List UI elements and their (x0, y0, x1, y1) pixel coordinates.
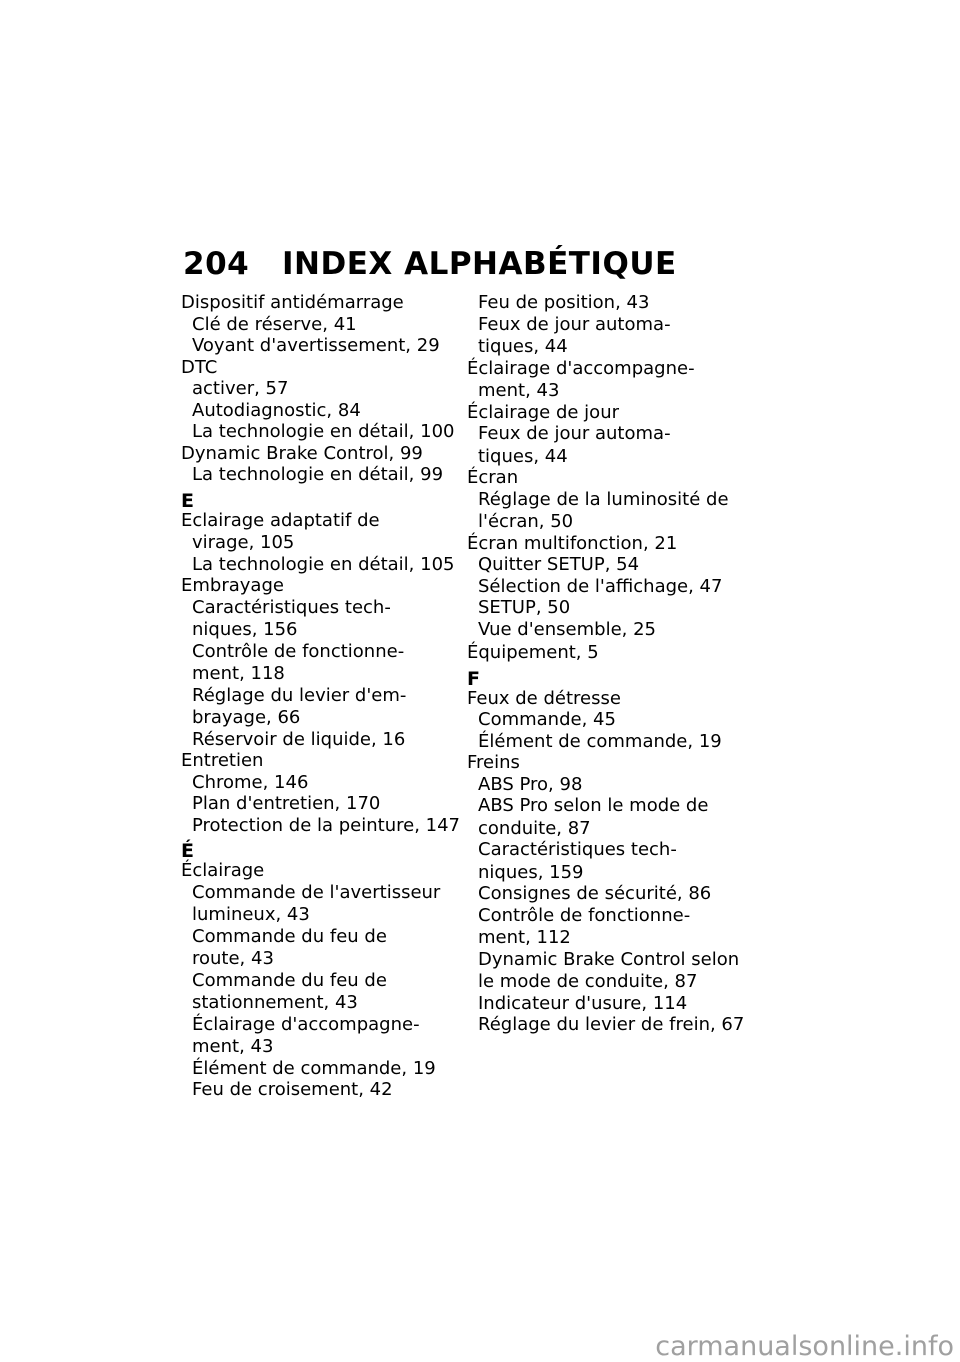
index-subentry: Contrôle de fonctionne- (192, 640, 405, 662)
index-entry: Écran (467, 467, 519, 488)
index-entry-continuation: conduite, 87 (478, 817, 591, 839)
index-subentry: Indicateur d'usure, 114 (478, 992, 688, 1014)
index-entry-continuation: tiques, 44 (478, 336, 568, 357)
index-entry-continuation: niques, 156 (192, 619, 298, 640)
index-subentry: Réservoir de liquide, 16 (192, 728, 406, 750)
index-subentry: Chrome, 146 (192, 771, 309, 793)
page-header (183, 244, 677, 284)
index-entry-continuation: stationnement, 43 (192, 992, 358, 1013)
index-subentry: Autodiagnostic, 84 (192, 399, 361, 421)
index-entry-continuation: ment, 118 (192, 663, 285, 684)
index-subentry: Commande de l'avertisseur (192, 881, 441, 903)
index-subentry: La technologie en détail, 100 (192, 421, 455, 442)
index-subentry: Dynamic Brake Control selon (478, 948, 740, 970)
index-entry: Eclairage adaptatif de (181, 509, 380, 531)
index-entry-continuation: route, 43 (192, 948, 274, 969)
index-entry-continuation: ment, 43 (192, 1036, 274, 1057)
section-letter: E (181, 489, 194, 512)
index-subentry: Feux de jour automa- (478, 423, 671, 444)
index-column-left (181, 292, 471, 1101)
index-entry-continuation: ment, 112 (478, 927, 571, 948)
index-entry: Éclairage d'accompagne- (467, 357, 695, 379)
index-subentry: Élément de commande, 19 (478, 730, 722, 752)
index-subentry: Vue d'ensemble, 25 (478, 618, 656, 640)
index-subentry: Protection de la peinture, 147 (192, 814, 461, 836)
index-entry: Éclairage (181, 860, 265, 881)
index-entry-continuation: lumineux, 43 (192, 904, 310, 925)
page-number: 204 (183, 246, 250, 282)
index-entry-continuation: l'écran, 50 (478, 511, 574, 532)
index-subentry: Consignes de sécurité, 86 (478, 883, 712, 904)
index-subentry: Élément de commande, 19 (192, 1057, 436, 1079)
index-entry-continuation: virage, 105 (192, 532, 295, 553)
index-entry: Équipement, 5 (467, 642, 599, 663)
index-column-right (467, 292, 757, 1036)
index-subentry: Feu de croisement, 42 (192, 1079, 393, 1100)
index-subentry: ABS Pro selon le mode de (478, 795, 709, 816)
section-letter: É (181, 840, 194, 862)
index-entry-continuation: le mode de conduite, 87 (478, 971, 698, 992)
index-entry: Écran multifonction, 21 (467, 532, 678, 554)
index-entry: Embrayage (181, 575, 284, 596)
index-entry: Freins (467, 752, 520, 773)
index-subentry: activer, 57 (192, 378, 289, 399)
index-subentry: Réglage du levier de frein, 67 (478, 1014, 745, 1035)
index-entry-continuation: ment, 43 (478, 380, 560, 401)
index-subentry: Contrôle de fonctionne- (478, 904, 691, 926)
index-subentry: Feu de position, 43 (478, 292, 650, 313)
index-subentry: Réglage de la luminosité de (478, 488, 729, 510)
index-subentry: SETUP, 50 (478, 597, 571, 618)
index-subentry: Commande du feu de (192, 925, 387, 947)
index-entry: Dispositif antidémarrage (181, 292, 404, 313)
index-entry: DTC (181, 356, 218, 378)
index-subentry: Plan d'entretien, 170 (192, 793, 381, 814)
index-subentry: Feux de jour automa- (478, 313, 671, 335)
index-subentry: Commande du feu de (192, 969, 387, 991)
index-subentry: Caractéristiques tech- (192, 596, 391, 618)
section-letter: F (467, 667, 480, 690)
index-entry: Éclairage de jour (467, 401, 619, 423)
index-subentry: Voyant d'avertissement, 29 (192, 335, 440, 356)
index-subentry: Commande, 45 (478, 709, 616, 730)
index-entry-continuation: niques, 159 (478, 861, 584, 883)
index-entry-continuation: brayage, 66 (192, 707, 301, 728)
index-entry: Feux de détresse (467, 687, 621, 709)
index-subentry: ABS Pro, 98 (478, 773, 583, 795)
index-entry-continuation: tiques, 44 (478, 445, 568, 467)
index-subentry: Caractéristiques tech- (478, 839, 677, 860)
index-entry: Dynamic Brake Control, 99 (181, 442, 423, 464)
index-subentry: La technologie en détail, 105 (192, 553, 455, 575)
index-entry: Entretien (181, 750, 264, 771)
page-title: INDEX ALPHABÉTIQUE (282, 246, 677, 282)
index-subentry: Clé de réserve, 41 (192, 313, 357, 335)
watermark-text: carmanualsonline.info (655, 1331, 954, 1362)
index-subentry: La technologie en détail, 99 (192, 464, 444, 485)
index-subentry: Éclairage d'accompagne- (192, 1013, 420, 1035)
index-subentry: Sélection de l'affichage, 47 (478, 575, 723, 597)
index-subentry: Quitter SETUP, 54 (478, 554, 640, 575)
index-subentry: Réglage du levier d'em- (192, 684, 407, 706)
